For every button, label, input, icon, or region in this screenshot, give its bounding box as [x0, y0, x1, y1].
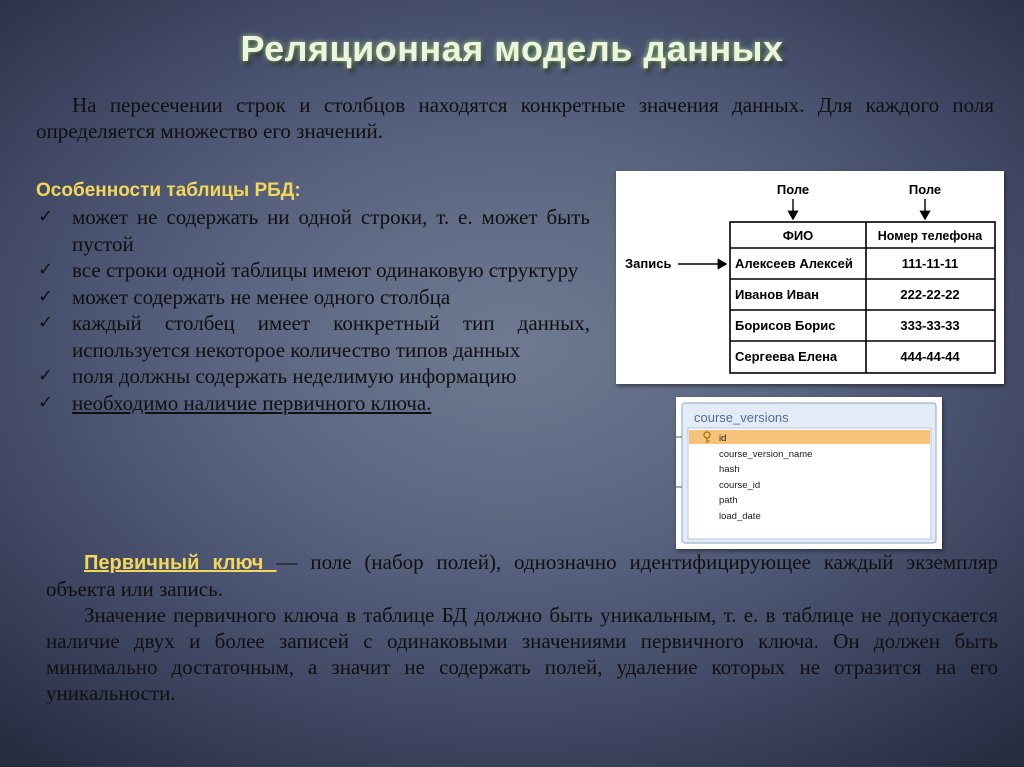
features-heading: Особенности таблицы РБД: [36, 180, 301, 201]
check-icon: ✓ [38, 365, 54, 386]
check-icon: ✓ [38, 259, 54, 280]
table-cell: Борисов Борис [735, 318, 836, 333]
feature-item: ✓ все строки одной таблицы имеют одинаковую структуру [38, 258, 579, 282]
entity-field: id [719, 433, 727, 444]
table-cell: Алексеев Алексей [735, 256, 853, 271]
table-structure-figure [616, 171, 1004, 384]
field-label: Поле [776, 182, 810, 197]
table-cell: Сергеева Елена [735, 349, 838, 364]
check-icon: ✓ [38, 206, 54, 227]
entity-field: course_version_name [719, 449, 813, 460]
check-icon: ✓ [38, 285, 54, 307]
entity-field: path [719, 495, 738, 506]
table-cell: 111-11-11 [901, 256, 959, 271]
check-icon: ✓ [38, 391, 54, 413]
table-structure-diagram [616, 171, 1004, 384]
feature-item: ✓ каждый столбец имеет конкретный тип данных, используется некоторое количество типов данных [38, 311, 590, 362]
check-icon: ✓ [38, 312, 54, 333]
feature-item: ✓ может не содержать ни одной строки, т. е. может быть пустой [38, 205, 590, 256]
record-label: Запись [625, 256, 672, 271]
column-header: ФИО [782, 228, 814, 243]
feature-item: ✓ необходимо наличие первичного ключа. [38, 390, 432, 415]
primary-key-paragraph: Значение первичного ключа в таблице БД должно быть уникальным, т. е. в таблице не допускается наличие двух и более записей с одинаковыми значениями первичного ключа. Он должен быть минимально достаточным, а значит не содержать полей, удаление которых не отразится на его уникальности. [46, 603, 998, 705]
features-block [36, 178, 590, 416]
primary-key-definition: Первичный ключ — поле (набор полей), однозначно идентифицирующее каждый экземпляр объекта или запись. [46, 550, 998, 601]
table-cell: Иванов Иван [735, 287, 820, 302]
features-list [36, 204, 590, 416]
table-cell: 222-22-22 [900, 287, 960, 302]
entity-title: course_versions [694, 410, 789, 425]
slide-title: Реляционная модель данных [240, 28, 784, 69]
table-cell: 333-33-33 [900, 318, 960, 333]
table-cell: 444-44-44 [900, 349, 960, 364]
primary-key-block [46, 549, 998, 706]
entity-field: hash [719, 464, 740, 475]
field-label: Поле [908, 182, 942, 197]
entity-diagram [676, 397, 942, 549]
intro-text: На пересечении строк и столбцов находятся конкретные значения данных. Для каждого поля определяется множество его значений. [36, 93, 994, 143]
entity-field: load_date [719, 511, 761, 522]
entity-field: course_id [719, 480, 761, 491]
feature-item: ✓ поля должны содержать неделимую информацию [38, 364, 517, 388]
feature-item: ✓ может содержать не менее одного столбца [38, 284, 451, 309]
entity-figure [676, 397, 942, 549]
primary-key-term: Первичный ключ [84, 552, 277, 574]
column-header: Номер телефона [877, 229, 983, 243]
intro-paragraph [36, 92, 994, 144]
